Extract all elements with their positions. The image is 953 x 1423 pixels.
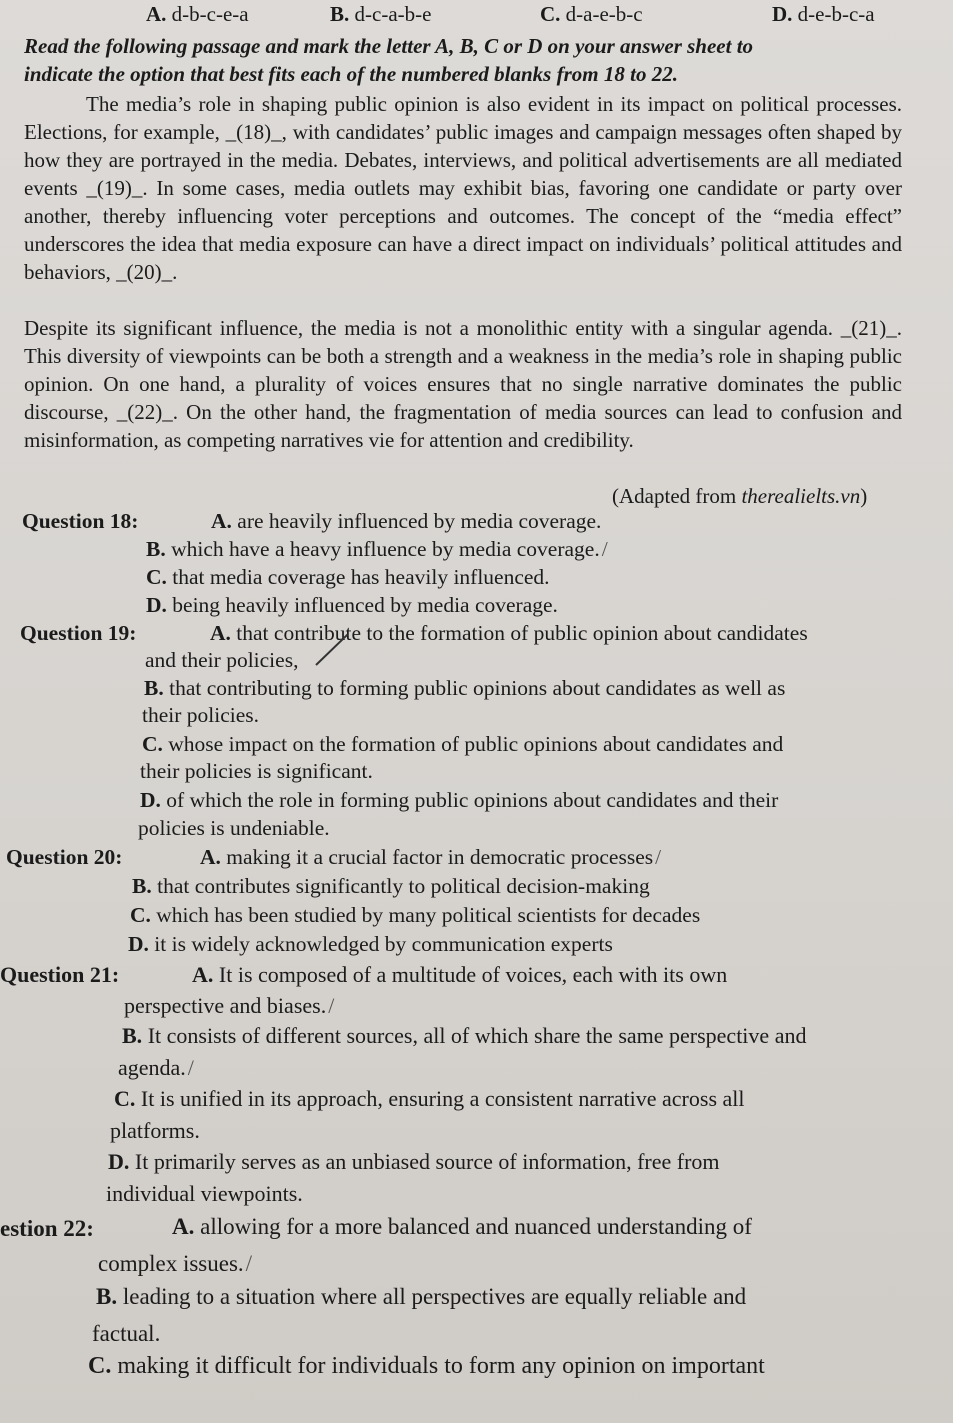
question-19-option-d-cont: policies is undeniable. [138,816,330,840]
tick-mark: / [655,845,662,869]
question-20-option-c[interactable]: C. which has been studied by many political scientists for decades [130,903,701,927]
prev-option-b: B. d-c-a-b-e [330,2,432,26]
question-20-option-a[interactable]: A. making it a crucial factor in democratic processes/ [200,845,662,869]
question-19-option-a-cont: and their policies, [145,648,299,672]
question-21-label: Question 21: [0,962,120,987]
question-21-option-d-cont: individual viewpoints. [106,1181,303,1206]
question-21-option-a[interactable]: A. It is composed of a multitude of voices, each with its own [192,962,728,987]
question-21-option-d[interactable]: D. It primarily serves as an unbiased source of information, free from [108,1149,720,1174]
question-21-option-a-cont: perspective and biases./ [124,993,335,1018]
question-22-option-b[interactable]: B. leading to a situation where all perspectives are equally reliable and [96,1284,747,1309]
question-22-option-c[interactable]: C. making it difficult for individuals to form any opinion on important [88,1353,765,1379]
question-22-option-a-cont: complex issues./ [98,1251,253,1276]
instruction-line-2: indicate the option that best fits each of the numbered blanks from 18 to 22. [24,62,678,86]
question-19-option-d[interactable]: D. of which the role in forming public opinions about candidates and their [140,788,779,812]
prev-option-c: C. d-a-e-b-c [540,2,643,26]
question-21-option-c-cont: platforms. [110,1118,200,1143]
question-22-option-a[interactable]: A. allowing for a more balanced and nuanced understanding of [172,1214,752,1239]
prev-option-d: D. d-e-b-c-a [772,2,875,26]
question-20-label: Question 20: [6,845,123,869]
prev-option-a: A. d-b-c-e-a [146,2,249,26]
question-18-label: Question 18: [22,509,139,533]
question-22-option-b-cont: factual. [92,1321,161,1346]
question-18-option-b[interactable]: B. which have a heavy influence by media coverage./ [146,537,608,561]
question-18-option-d[interactable]: D. being heavily influenced by media coverage. [146,593,558,617]
tick-mark: / [245,1251,253,1276]
question-19-option-b-cont: their policies. [142,703,260,727]
question-19-option-c-cont: their policies is significant. [140,759,373,783]
question-20-option-d[interactable]: D. it is widely acknowledged by communication experts [128,932,613,956]
question-20-option-b[interactable]: B. that contributes significantly to political decision-making [132,874,650,898]
question-19-option-c[interactable]: C. whose impact on the formation of public opinions about candidates and [142,732,784,756]
question-21-option-c[interactable]: C. It is unified in its approach, ensuring a consistent narrative across all [114,1086,745,1111]
question-19-option-b[interactable]: B. that contributing to forming public opinions about candidates as well as [144,676,786,700]
passage-paragraph-1: The media’s role in shaping public opinion is also evident in its impact on political processes. Elections, for example, _(18)_, with candidates’ public images and campaign messages often shaped by how they are portrayed in the media. Debates, interviews, and political advertisements are all mediated events _(19)_. In some cases, media outlets may exhibit bias, favoring one candidate or party over another, thereby influencing voter perceptions and outcomes. The concept of the “media effect” underscores the idea that media exposure can have a direct impact on individuals’ political attitudes and behaviors, _(20)_. [24,92,902,284]
question-19-label: Question 19: [20,621,137,645]
tick-mark: / [187,1055,194,1080]
instruction-line-1: Read the following passage and mark the letter A, B, C or D on your answer sheet to [24,34,754,58]
passage-source: (Adapted from therealielts.vn) [612,484,868,508]
question-21-option-b[interactable]: B. It consists of different sources, all of which share the same perspective and [122,1023,807,1048]
question-18-option-a[interactable]: A. are heavily influenced by media coverage. [211,509,602,533]
passage-paragraph-2: Despite its significant influence, the media is not a monolithic entity with a singular agenda. _(21)_. This diversity of viewpoints can be both a strength and a weakness in the media’s role in shaping public opinion. On one hand, a plurality of voices ensures that no single narrative dominates the public discourse, _(22)_. On the other hand, the fragmentation of media sources can lead to confusion and misinformation, as competing narratives vie for attention and credibility. [24,316,902,452]
question-18-option-c[interactable]: C. that media coverage has heavily influenced. [146,565,550,589]
tick-mark: / [601,537,608,561]
question-21-option-b-cont: agenda./ [118,1055,194,1080]
question-19-option-a[interactable]: A. that contribute to the formation of public opinion about candidates [210,621,808,645]
question-22-label: estion 22: [0,1216,94,1241]
tick-mark: / [328,993,335,1018]
